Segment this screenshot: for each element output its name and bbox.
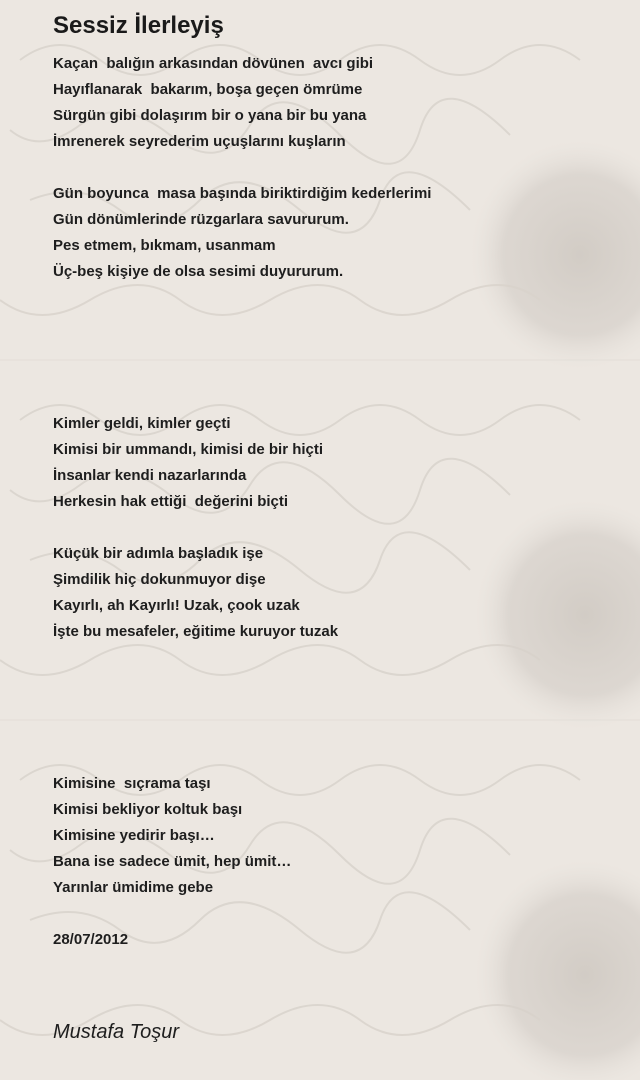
poem-line: Herkesin hak ettiği değerini biçti <box>53 493 289 510</box>
poem-author: Mustafa Toşur <box>53 1021 179 1043</box>
poem-line: Kimisine sıçrama taşı <box>53 775 211 792</box>
poem-line: İşte bu mesafeler, eğitime kuruyor tuzak <box>53 623 339 640</box>
poem-line: Şimdilik hiç dokunmuyor dişe <box>53 571 266 588</box>
poem-line: İmrenerek seyrederim uçuşlarını kuşların <box>53 133 346 150</box>
poem-line: Gün boyunca masa başında biriktirdiğim kederlerimi <box>53 185 432 202</box>
poem-line: Küçük bir adımla başladık işe <box>53 545 264 562</box>
poem-line: Yarınlar ümidime gebe <box>53 879 214 896</box>
poem-line: Sürgün gibi dolaşırım bir o yana bir bu yana <box>53 107 367 124</box>
poem-line: Kimisi bekliyor koltuk başı <box>53 801 243 818</box>
poem-line: Bana ise sadece ümit, hep ümit… <box>53 853 292 870</box>
poem-line: Pes etmem, bıkmam, usanmam <box>53 237 276 254</box>
poem-line: İnsanlar kendi nazarlarında <box>53 467 247 484</box>
poem-line: Üç-beş kişiye de olsa sesimi duyururum. <box>53 263 344 280</box>
poem-line: Kaçan balığın arkasından dövünen avcı gibi <box>53 55 374 72</box>
poem-title: Sessiz İlerleyiş <box>53 12 224 39</box>
poem-line: Hayıflanarak bakarım, boşa geçen ömrüme <box>53 81 363 98</box>
poem-date: 28/07/2012 <box>53 931 129 948</box>
poem-line: Kimisine yedirir başı… <box>53 827 215 844</box>
poem-line: Gün dönümlerinde rüzgarlara savururum. <box>53 211 349 228</box>
poem-line: Kimler geldi, kimler geçti <box>53 415 231 432</box>
poem-line: Kimisi bir ummandı, kimisi de bir hiçti <box>53 441 324 458</box>
poem-line: Kayırlı, ah Kayırlı! Uzak, çook uzak <box>53 597 300 614</box>
